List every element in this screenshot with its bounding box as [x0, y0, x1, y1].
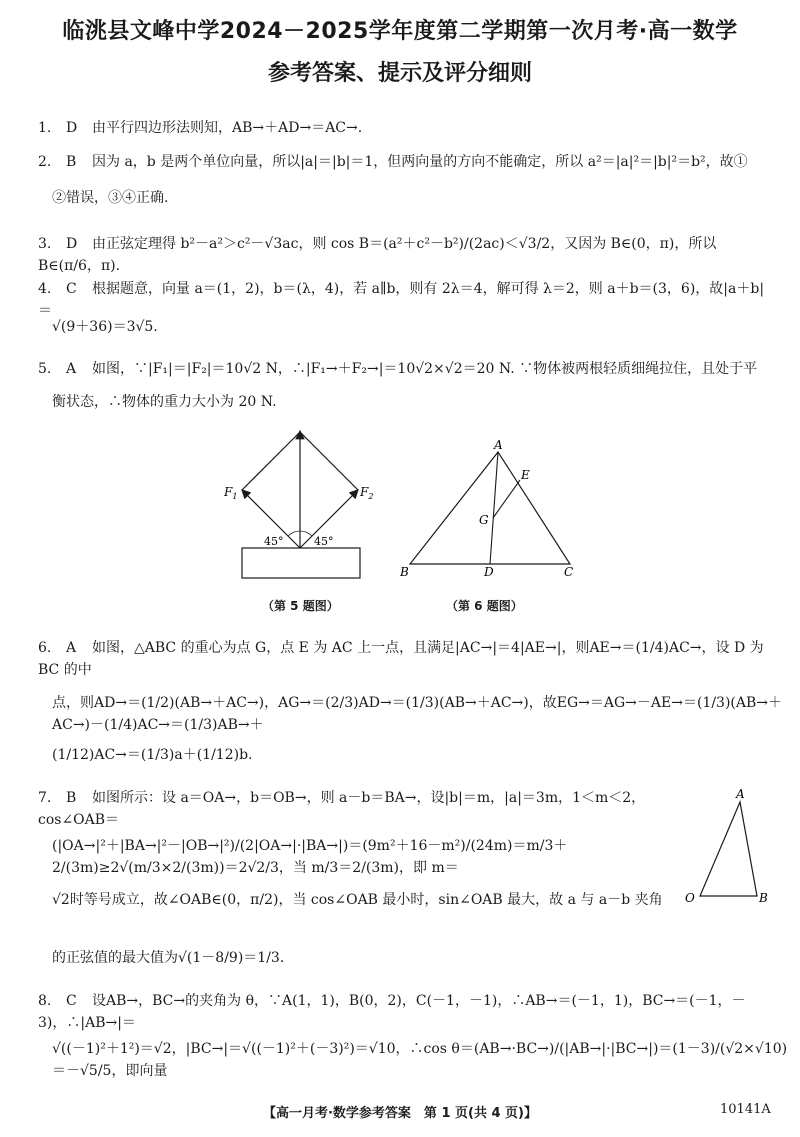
label-g: G [479, 513, 489, 527]
answer-8 [38, 990, 768, 1034]
answer-text: ②错误，③④正确. [52, 190, 169, 206]
label-b: B [400, 565, 409, 579]
answer-3 [38, 233, 768, 277]
angle-arc-left [288, 531, 300, 536]
answer-6 [38, 637, 768, 681]
triangle-abc [410, 452, 570, 564]
answer-number: 7. [38, 790, 52, 806]
document-subtitle: 参考答案、提示及评分细则 [267, 61, 532, 86]
answer-number: 2. [38, 154, 52, 170]
answer-text: 根据题意，向量 a＝(1，2)，b＝(λ，4)，若 a∥b，则有 2λ＝4，解可得 λ＝2，则 a＋b＝(3，6)，故|a＋b|＝ [38, 281, 765, 319]
answer-text: √((－1)²＋1²)＝√2，|BC→|＝√((－1)²＋(－3)²)＝√10，∴cos θ＝(AB→·BC→)/(|AB→|·|BC→|)＝(1－3)/(√2×√10)＝－√5/5，即向量 [52, 1041, 788, 1079]
label-angle-right: 45° [314, 535, 334, 548]
answer-key: C [66, 993, 77, 1009]
label-f1: $F_1$ [224, 485, 238, 501]
answer-1 [38, 117, 768, 139]
object-block [242, 548, 360, 578]
document-code: 10141A [720, 1102, 771, 1117]
answer-text: 如图所示：设 a＝OA→，b＝OB→，则 a－b＝BA→，设|b|＝m，|a|＝3m，1＜m＜2，cos∠OAB＝ [38, 790, 646, 828]
angle-arc-right [300, 531, 312, 536]
answer-text: (|OA→|²＋|BA→|²－|OB→|²)/(2|OA→|·|BA→|)＝(9m²＋16－m²)/(24m)＝m/3＋2/(3m)≥2√(m/3×2/(3m))＝2√2/3，当 m/3＝2/(3m)，即 m＝ [52, 838, 568, 876]
answer-5 [38, 358, 768, 380]
answer-key: A [66, 640, 77, 656]
label-a: A [736, 787, 745, 801]
label-o: O [685, 891, 695, 905]
answer-text: √2时等号成立，故∠OAB∈(0，π/2)，当 cos∠OAB 最小时，sin∠OAB 最大，故 a 与 a－b 夹角 [52, 892, 663, 908]
answer-key: D [66, 120, 78, 136]
label-b: B [759, 891, 768, 905]
answer-key: D [66, 236, 78, 252]
answer-number: 8. [38, 993, 52, 1009]
label-d: D [484, 565, 494, 579]
figure-7-triangle [680, 782, 775, 912]
parallelogram-edge [242, 432, 300, 490]
answer-number: 3. [38, 236, 52, 252]
figure-6-triangle [396, 436, 586, 582]
label-c: C [564, 565, 574, 579]
figure-5-force-diagram [220, 420, 380, 590]
answer-text: 因为 a，b 是两个单位向量，所以|a|＝|b|＝1，但两向量的方向不能确定，所以 a²＝|a|²＝|b|²＝b²，故① [92, 154, 748, 170]
label-angle-left: 45° [264, 535, 284, 548]
label-a: A [494, 438, 503, 452]
answer-key: B [66, 790, 77, 806]
answer-text: 点，则AD→＝(1/2)(AB→＋AC→)，AG→＝(2/3)AD→＝(1/3)(AB→＋AC→)，故EG→＝AG→－AE→＝(1/3)(AB→＋AC→)－(1/4)AC→＝(1/3)AB→＋ [52, 695, 782, 733]
answer-text: 的正弦值的最大值为√(1－8/9)＝1/3. [52, 950, 285, 966]
answer-text: 由正弦定理得 b²－a²＞c²－√3ac，则 cos B＝(a²＋c²－b²)/(2ac)＜√3/2，又因为 B∈(0，π)，所以 B∈(π/6，π). [38, 236, 717, 274]
answer-key: A [66, 361, 77, 377]
answer-text: 如图，△ABC 的重心为点 G，点 E 为 AC 上一点，且满足|AC→|＝4|AE→|，则AE→＝(1/4)AC→，设 D 为 BC 的中 [38, 640, 764, 678]
answer-number: 4. [38, 281, 52, 297]
answer-number: 1. [38, 120, 52, 136]
parallelogram-edge [300, 432, 358, 490]
answer-number: 5. [38, 361, 52, 377]
answer-key: B [66, 154, 77, 170]
figure-6-caption: （第 6 题图） [446, 599, 523, 613]
answer-text: 设AB→，BC→的夹角为 θ，∵A(1，1)，B(0，2)，C(－1，－1)，∴AB→＝(－1，1)，BC→＝(－1，－3)，∴|AB→|＝ [38, 993, 746, 1031]
answer-key: C [66, 281, 77, 297]
document-title: 临洮县文峰中学2024－2025学年度第二学期第一次月考·高一数学 [62, 19, 738, 44]
figure-5-caption: （第 5 题图） [262, 599, 339, 613]
page-footer: 【高一月考·数学参考答案 第 1 页(共 4 页)】 [262, 1106, 538, 1121]
answer-text: 如图，∵|F₁|＝|F₂|＝10√2 N，∴|F₁→＋F₂→|＝10√2×√2＝20 N. ∵物体被两根轻质细绳拉住，且处于平 [92, 361, 758, 377]
answer-text: (1/12)AC→＝(1/3)a＋(1/12)b. [52, 747, 253, 763]
answer-text: √(9＋36)＝3√5. [52, 319, 158, 335]
answer-2 [38, 151, 768, 173]
median-ad [490, 452, 498, 564]
label-f2: $F_2$ [360, 485, 374, 501]
triangle-oab [700, 802, 757, 896]
answer-7 [38, 787, 688, 831]
answer-text: 衡状态，∴物体的重力大小为 20 N. [52, 394, 277, 410]
answer-number: 6. [38, 640, 52, 656]
answer-text: 由平行四边形法则知，AB→＋AD→＝AC→. [92, 120, 363, 136]
label-e: E [521, 468, 530, 482]
segment-ge [493, 480, 520, 518]
